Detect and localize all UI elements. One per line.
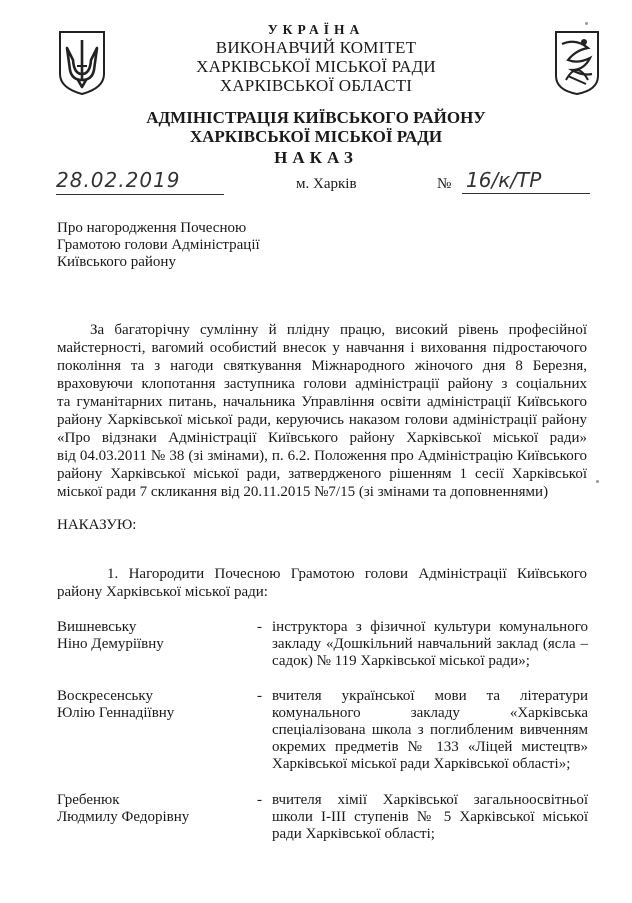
awardee-name	[57, 688, 174, 722]
order-number-label: №	[437, 176, 452, 192]
awardee-name	[57, 619, 164, 653]
org-line: ХАРКІВСЬКОЇ ОБЛАСТІ	[219, 76, 413, 95]
awardee-dash: -	[257, 619, 262, 635]
preamble-line: покоління та з нагоди святкування Міжнародного жіночого дня 8 Березня,	[57, 358, 587, 374]
desc-line: вчителя хімії Харківської загальноосвітньої	[272, 792, 588, 808]
awardee-given-name: Ніно Демуріївну	[57, 636, 164, 652]
order-number: 16/к/ТР	[462, 168, 590, 194]
point-line: 1. Нагородити Почесною Грамотою голови Адміністрації Київського	[107, 566, 587, 582]
subject-line: Київського району	[57, 254, 176, 270]
point-line: району Харківської міської ради:	[57, 584, 268, 600]
desc-line: закладу «Дошкільний навчальний заклад (ясла –	[272, 636, 588, 652]
admin-line: ХАРКІВСЬКОЇ МІСЬКОЇ РАДИ	[189, 127, 443, 146]
awardee-surname: Вишневську	[57, 619, 137, 635]
document-type: НАКАЗ	[274, 148, 358, 167]
desc-line: вчителя української мови та літератури	[272, 688, 588, 704]
order-date: 28.02.2019	[56, 168, 224, 195]
preamble-line: району Харківської міської ради, керуючись наказом голови адміністрації району	[57, 412, 587, 428]
desc-line: школи І-ІІІ ступенів № 5 Харківської міської	[272, 809, 588, 825]
admin-line: АДМІНІСТРАЦІЯ КИЇВСЬКОГО РАЙОНУ	[146, 108, 486, 127]
order-word: НАКАЗУЮ:	[57, 517, 137, 533]
order-city: м. Харків	[296, 176, 357, 192]
desc-line: Харківської міської ради Харківської області»;	[272, 756, 571, 772]
order-subject	[57, 220, 260, 271]
desc-line: ради Харківської області;	[272, 826, 435, 842]
preamble-line: та гуманітарних питань, начальника Управління освіти адміністрації Київського	[57, 394, 587, 410]
executive-committee-heading	[0, 38, 632, 95]
awardee-description	[272, 792, 588, 843]
desc-line: окремих предметів № 133 «Ліцей мистецтв»	[272, 739, 588, 755]
desc-line: інструктора з фізичної культури комунального	[272, 619, 588, 635]
awardee-description	[272, 619, 588, 670]
scan-speck	[596, 480, 599, 483]
subject-line: Грамотою голови Адміністрації	[57, 237, 260, 253]
awardee-surname: Гребенюк	[57, 792, 120, 808]
awardee-dash: -	[257, 792, 262, 808]
awardee-surname: Воскресенську	[57, 688, 153, 704]
preamble-line: За багаторічну сумлінну й плідну працю, високий рівень професійної	[90, 322, 587, 338]
desc-line: комунального закладу «Харківська	[272, 705, 588, 721]
subject-line: Про нагородження Почесною	[57, 220, 247, 236]
awardee-dash: -	[257, 688, 262, 704]
awardee-name	[57, 792, 189, 826]
preamble-line: району Харківської міської ради, затвердженого рішенням 1 сесії Харківської	[57, 466, 587, 482]
country-name: УКРАЇНА	[267, 22, 365, 37]
awardee-given-name: Людмилу Федорівну	[57, 809, 190, 825]
preamble-line: від 04.03.2011 № 38 (зі змінами), п. 6.2. Положення про Адміністрацію Київського	[57, 448, 587, 464]
desc-line: спеціалізована школа з поглибленим вивченням	[272, 722, 588, 738]
preamble-line: «Про відзнаки Адміністрації Київського району Харківської міської ради»	[57, 430, 587, 446]
awardee-given-name: Юлію Геннадіївну	[57, 705, 175, 721]
preamble-line: враховуючи клопотання заступника голови адміністрації району з соціальних	[57, 376, 587, 392]
desc-line: садок) № 119 Харківської міської ради»;	[272, 653, 530, 669]
preamble-line: міської ради 7 скликання від 20.11.2015 №7/15 (зі змінами та доповненнями)	[57, 484, 549, 500]
administration-heading	[0, 108, 632, 146]
awardee-description	[272, 688, 588, 773]
org-line: ВИКОНАВЧИЙ КОМІТЕТ	[215, 38, 417, 57]
org-line: ХАРКІВСЬКОЇ МІСЬКОЇ РАДИ	[196, 57, 436, 76]
preamble-line: майстерності, вагомий особистий внесок у навчання і виховання підростаючого	[57, 340, 587, 356]
